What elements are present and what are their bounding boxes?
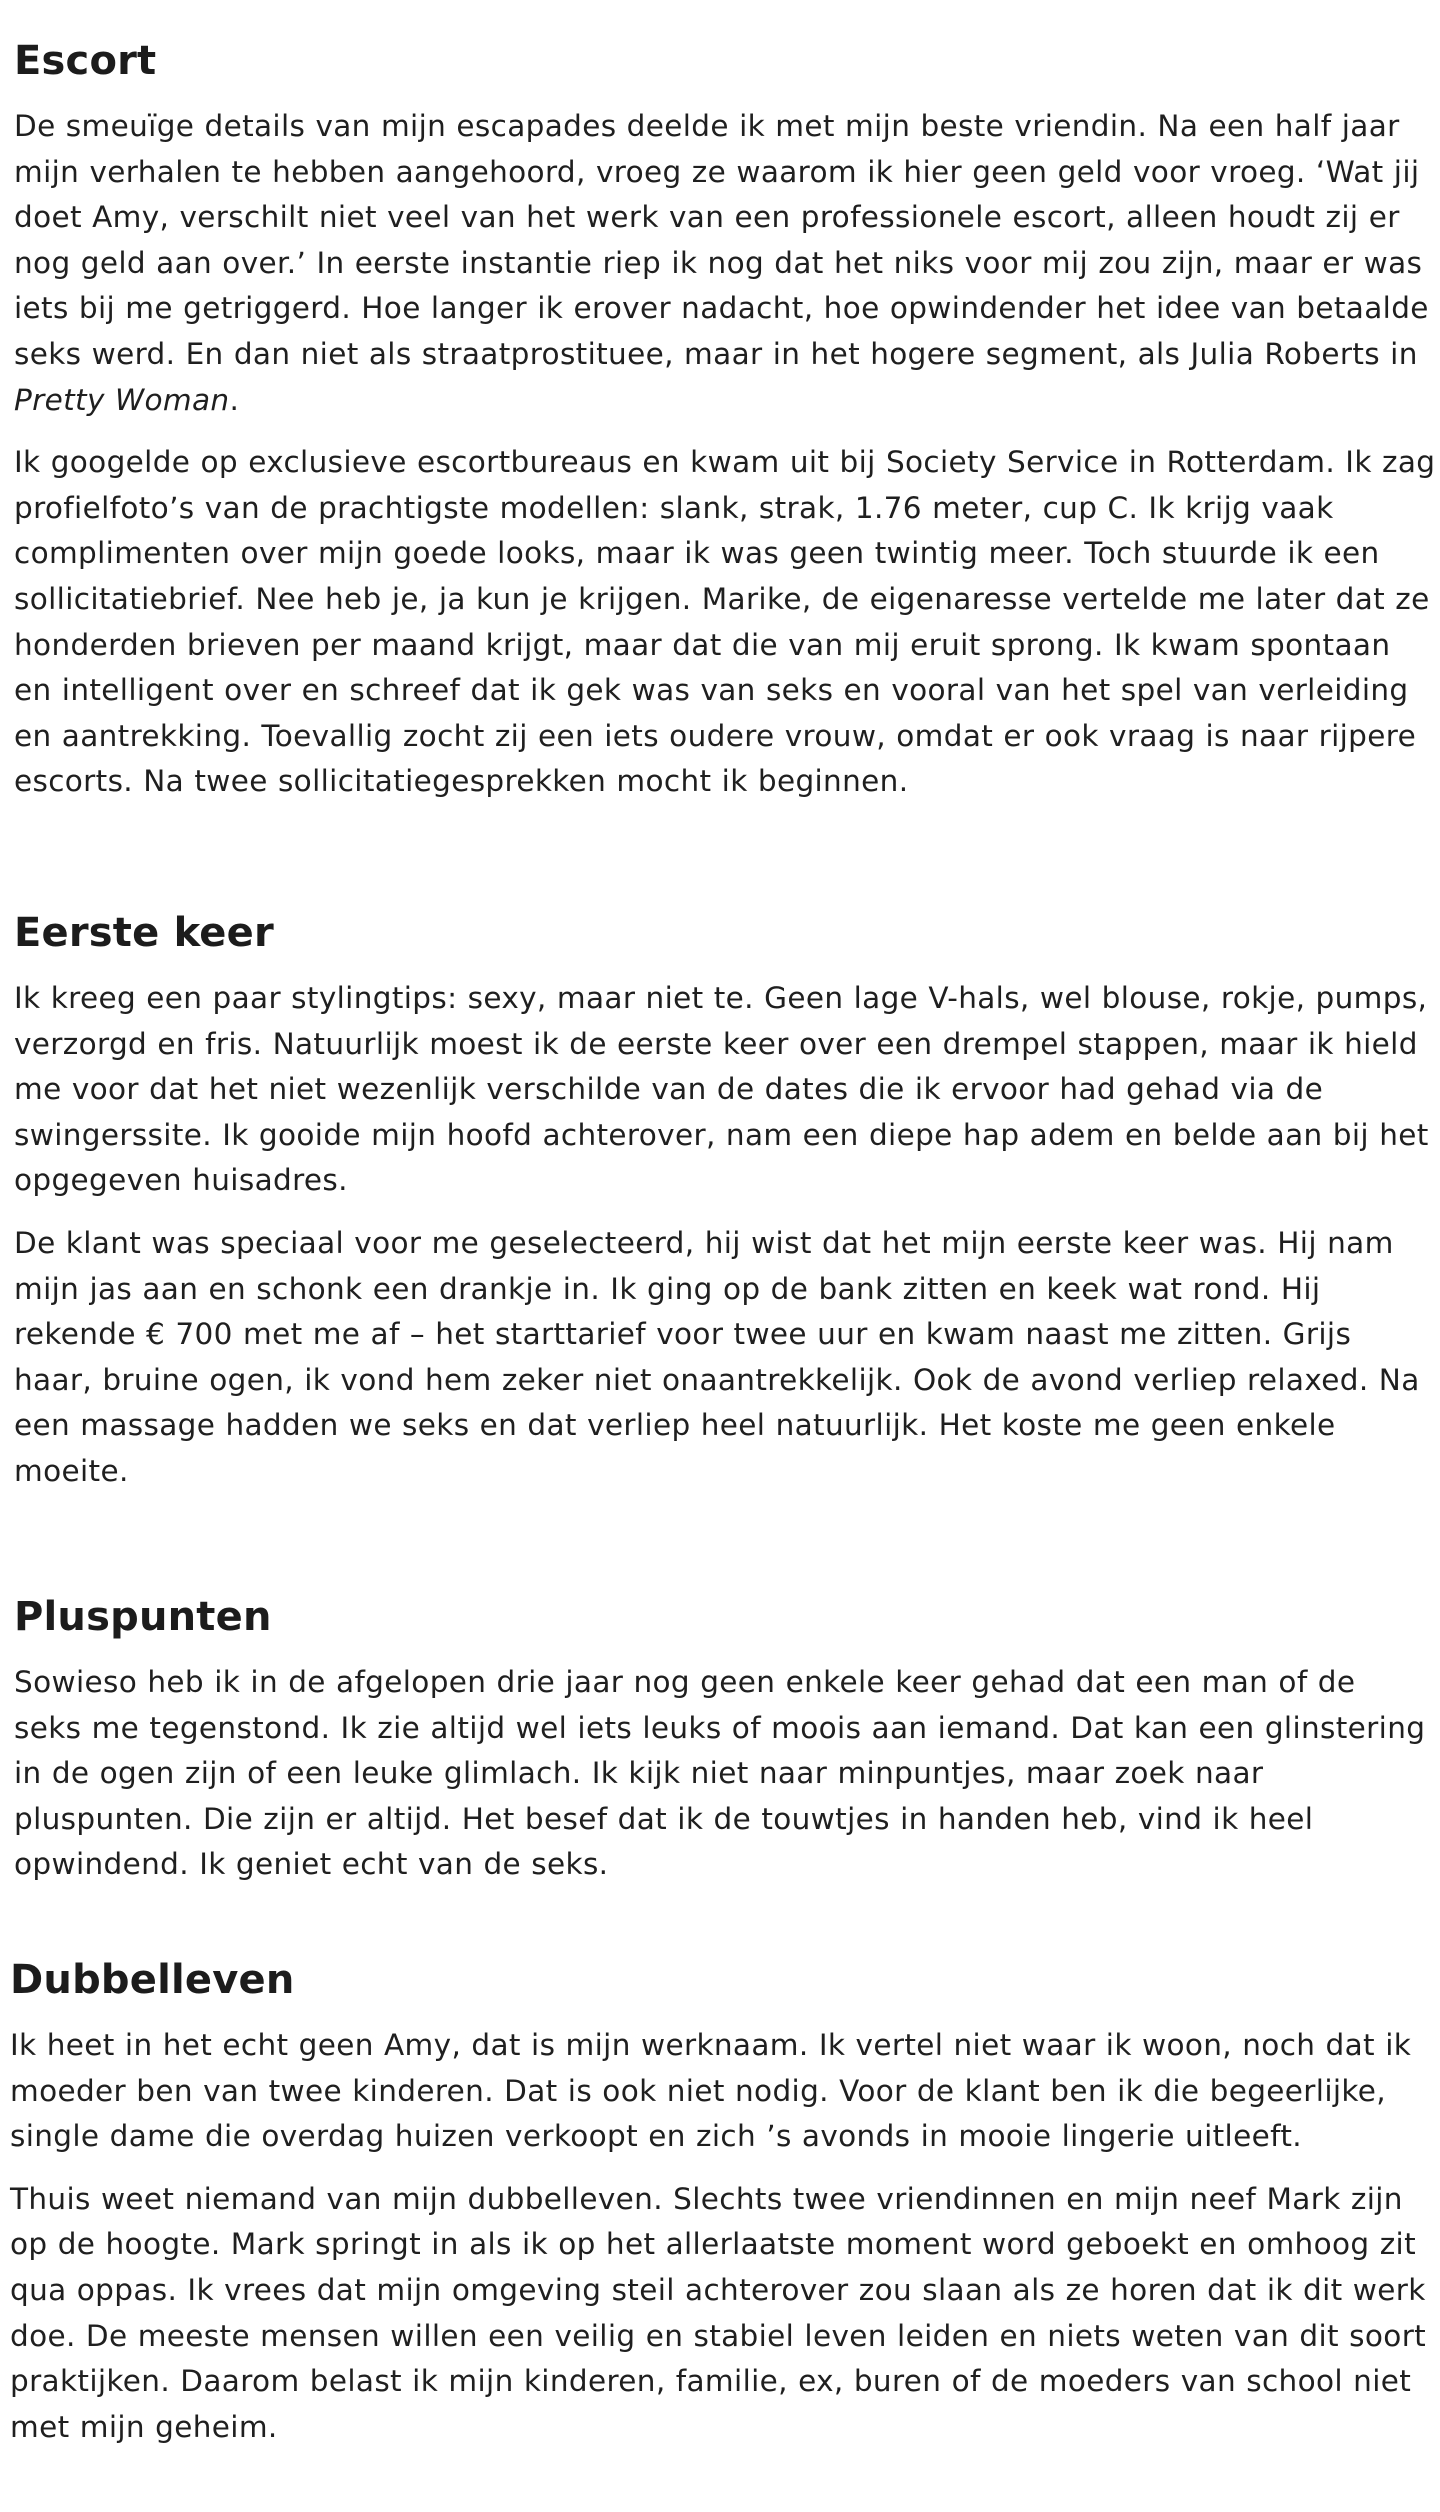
section-heading: Eerste keer: [14, 910, 274, 956]
text-line: mijn jas aan en schonk een drankje in. Ik ging op de bank zitten en keek wat rond. Hij: [14, 1271, 1321, 1306]
sentence-end: .: [229, 382, 240, 417]
text-line: een massage hadden we seks en dat verliep heel natuurlijk. Het koste me geen enkele: [14, 1408, 1336, 1443]
text-line: doe. De meeste mensen willen een veilig en stabiel leven leiden en niets weten van dit soort: [10, 2318, 1427, 2353]
text-line: De klant was speciaal voor me geselecteerd, hij wist dat het mijn eerste keer was. Hij nam: [14, 1225, 1394, 1260]
section-dubbelleven: [10, 1957, 1427, 2450]
section-heading: Escort: [14, 38, 157, 84]
text-line: verzorgd en fris. Natuurlijk moest ik de eerste keer over een drempel stappen, maar ik hield: [14, 1026, 1418, 1061]
text-line: me voor dat het niet wezenlijk verschilde van de dates die ik ervoor had gehad via de: [14, 1072, 1324, 1107]
section-eerste-keer: [14, 910, 1429, 1495]
text-line: complimenten over mijn goede looks, maar ik was geen twintig meer. Toch stuurde ik een: [14, 536, 1380, 571]
paragraph: [14, 976, 1429, 1204]
section-escort: [14, 38, 1436, 805]
text-line: moeite.: [14, 1453, 129, 1488]
text-line: seks me tegenstond. Ik zie altijd wel iets leuks of moois aan iemand. Dat kan een glinstering: [14, 1710, 1426, 1745]
text-line: in de ogen zijn of een leuke glimlach. Ik kijk niet naar minpuntjes, maar zoek naar: [14, 1756, 1264, 1791]
paragraph: [14, 440, 1436, 805]
text-line: en aantrekking. Toevallig zocht zij een iets oudere vrouw, omdat er ook vraag is naar rijpere: [14, 718, 1417, 753]
text-line: iets bij me getriggerd. Hoe langer ik erover nadacht, hoe opwindender het idee van betaalde: [14, 291, 1429, 326]
text-line: opwindend. Ik geniet echt van de seks.: [14, 1847, 609, 1882]
text-line: haar, bruine ogen, ik vond hem zeker niet onaantrekkelijk. Ook de avond verliep relaxed. Na: [14, 1362, 1420, 1397]
text-line: doet Amy, verschilt niet veel van het werk van een professionele escort, alleen houdt zij er: [14, 200, 1400, 235]
text-line: rekende € 700 met me af – het starttarief voor twee uur en kwam naast me zitten. Grijs: [14, 1317, 1352, 1352]
text-line: single dame die overdag huizen verkoopt en zich ’s avonds in mooie lingerie uitleeft.: [10, 2119, 1302, 2154]
text-line: opgegeven huisadres.: [14, 1163, 348, 1198]
paragraph: [14, 1221, 1419, 1495]
section-heading: Pluspunten: [14, 1594, 272, 1640]
paragraph: [10, 2023, 1415, 2160]
text-line: nog geld aan over.’ In eerste instantie riep ik nog dat het niks voor mij zou zijn, maar er was: [14, 245, 1423, 280]
text-line: qua oppas. Ik vrees dat mijn omgeving steil achterover zou slaan als ze horen dat ik dit werk: [10, 2272, 1426, 2307]
text-line: Sowieso heb ik in de afgelopen drie jaar nog geen enkele keer gehad dat een man of de: [14, 1665, 1356, 1699]
text-line: seks werd. En dan niet als straatprostituee, maar in het hogere segment, als Julia Roberts in: [14, 336, 1418, 371]
text-line: honderden brieven per maand krijgt, maar dat die van mij eruit sprong. Ik kwam spontaan: [14, 627, 1391, 662]
text-line: pluspunten. Die zijn er altijd. Het besef dat ik de touwtjes in handen heb, vind ik heel: [14, 1801, 1314, 1836]
paragraph: [10, 2177, 1427, 2451]
text-line: Ik googelde op exclusieve escortbureaus en kwam uit bij Society Service in Rotterdam. Ik zag: [14, 445, 1436, 480]
text-line: praktijken. Daarom belast ik mijn kinderen, familie, ex, buren of de moeders van school niet: [10, 2364, 1412, 2399]
text-line: met mijn geheim.: [10, 2409, 278, 2444]
text-line: Ik kreeg een paar stylingtips: sexy, maar niet te. Geen lage V-hals, wel blouse, rokje, pumps,: [14, 981, 1428, 1015]
section-pluspunten: [14, 1594, 1426, 1888]
text-line: en intelligent over en schreef dat ik gek was van seks en vooral van het spel van verleiding: [14, 673, 1409, 708]
text-line: moeder ben van twee kinderen. Dat is ook niet nodig. Voor de klant ben ik die begeerlijke,: [10, 2073, 1387, 2108]
text-line: mijn verhalen te hebben aangehoord, vroeg ze waarom ik hier geen geld voor vroeg. ‘Wat jij: [14, 154, 1420, 189]
paragraph: [14, 1660, 1426, 1888]
text-line: escorts. Na twee sollicitatiegesprekken mocht ik beginnen.: [14, 764, 909, 799]
text-line: sollicitatiebrief. Nee heb je, ja kun je krijgen. Marike, de eigenaresse vertelde me later dat ze: [14, 581, 1430, 616]
movie-title: Pretty Woman: [14, 382, 230, 417]
text-line: op de hoogte. Mark springt in als ik op het allerlaatste moment word geboekt en omhoog zit: [10, 2227, 1416, 2262]
text-line: Ik heet in het echt geen Amy, dat is mijn werknaam. Ik vertel niet waar ik woon, noch dat ik: [10, 2028, 1412, 2062]
text-line: profielfoto’s van de prachtigste modellen: slank, strak, 1.76 meter, cup C. Ik krijg vaak: [14, 490, 1334, 525]
paragraph: [14, 104, 1429, 423]
text-line: swingerssite. Ik gooide mijn hoofd achterover, nam een diepe hap adem en belde aan bij het: [14, 1117, 1429, 1152]
text-line-last: [14, 378, 1419, 424]
text-line: De smeuïge details van mijn escapades deelde ik met mijn beste vriendin. Na een half jaar: [14, 109, 1400, 143]
section-heading: Dubbelleven: [10, 1957, 295, 2003]
text-line: Thuis weet niemand van mijn dubbelleven. Slechts twee vriendinnen en mijn neef Mark zijn: [10, 2181, 1403, 2216]
